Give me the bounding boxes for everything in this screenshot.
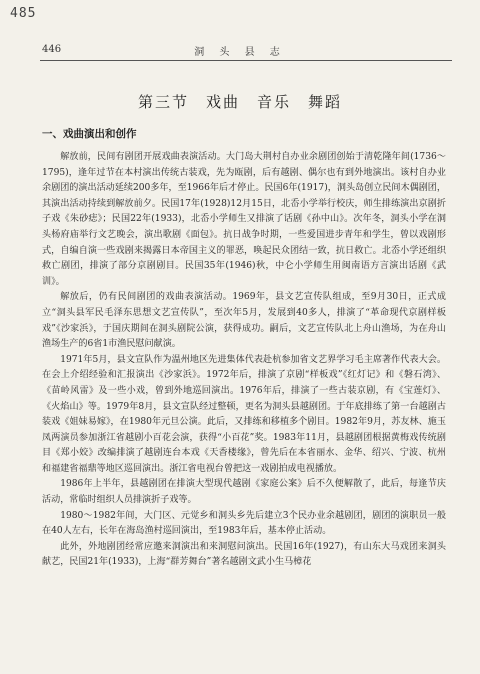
paragraph: 1986年上半年，县越剧团在排演大型现代越剧《家庭公案》后不久便解散了，此后，每逢节庆活动，常临时组织人员排演折子戏等。 [42,479,446,506]
subsection-title: 一、戏曲演出和创作 [42,128,137,140]
running-title: 洞 头 县 志 [194,47,286,58]
paragraph: 此外，外地剧团经常应邀来洞演出和来洞慰问演出。民国16年(1927)，有山东大马戏团来洞头献艺，民国21年(1933)，上海“群芳舞台”著名越剧文武小生马樟花 [42,541,446,568]
body-text [42,150,446,571]
paragraph: 1971年5月，县文宣队作为温州地区先进集体代表赴杭参加省文艺界学习毛主席著作代表大会。在会上介绍经验和汇报演出《沙家浜》。1972年后，排演了京剧“样板戏”《红灯记》和《磐石湾》、《苗岭风雷》及一些小戏，曾到外地巡回演出。1976年后，排演了一些古装京剧，有《宝莲灯》、《火焰山》等。1979年8月，县文宣队经过整顿，更名为洞头县越剧团。于年底排练了第一台越剧古装戏《姐妹易嫁》，在1980年元旦公演。此后，又排练和移植多个剧目。1982年9月，苏友林、施玉凤两演员参加浙江省越剧小百花会演，获得“小百花”奖。1983年11月，县越剧团根据黄梅戏传统剧目《郑小姣》改编排演了越剧连台本戏《天香楼缘》，曾先后在本省丽水、金华、绍兴、宁波、杭州和福建省福鼎等地区巡回演出。浙江省电视台曾把这一戏剧拍成电视播放。 [42,354,446,474]
paragraph: 1980～1982年间，大门区、元觉乡和洞头乡先后建立3个民办业余越剧团，剧团的演职员一般在40人左右，长年在海岛渔村巡回演出，至1983年后，基本停止活动。 [42,510,446,537]
header-rule [40,60,452,61]
paragraph: 解放后，仍有民间剧团的戏曲表演活动。1969年，县文艺宣传队组成，至9月30日，正式成立“洞头县军民毛泽东思想文艺宣传队”，至次年5月，发展到40多人，排演了“革命现代京剧样板戏”《沙家浜》，于国庆期间在洞头剧院公演，获得成功。嗣后，文艺宣传队北上舟山渔场，为在舟山渔场生产的6省1市渔民慰问献演。 [42,292,446,350]
paragraph: 解放前，民间有剧团开展戏曲表演活动。大门岛大荆村自办业余剧团创始于清乾隆年间(1736～1795)，逢年过节在本村演出传统古装戏，先为瓯剧，后有越剧、偶尔也有到外地演出。该村自办业余剧团的演出活动延续200多年，至1966年后才停止。民国6年(1917)，洞头岛创立民间木偶剧团，其演出活动持续到解放前夕。民国17年(1928)12月15日，北岙小学举行校庆，师生排练演出京剧折子戏《朱砂痣》；民国22年(1933)，北岙小学师生又排演了话剧《孙中山》。次年冬，洞头小学在洞头杨府庙举行文艺晚会，演出歌剧《面包》。抗日战争时期，一些爱国进步青年和学生，曾以戏剧形式，自编自演一些戏剧来揭露日本帝国主义的罪恶，唤起民众团结一致，抗日救亡。北岙小学还组织救亡剧团，排演了部分京剧剧目。民国35年(1946)秋，中仑小学师生用闽南语方言演出话剧《武训》。 [42,152,446,287]
page-number: 446 [42,44,62,55]
handwritten-page-number: 485 [10,6,37,21]
section-title: 第三节 戏曲 音乐 舞蹈 [137,93,342,111]
